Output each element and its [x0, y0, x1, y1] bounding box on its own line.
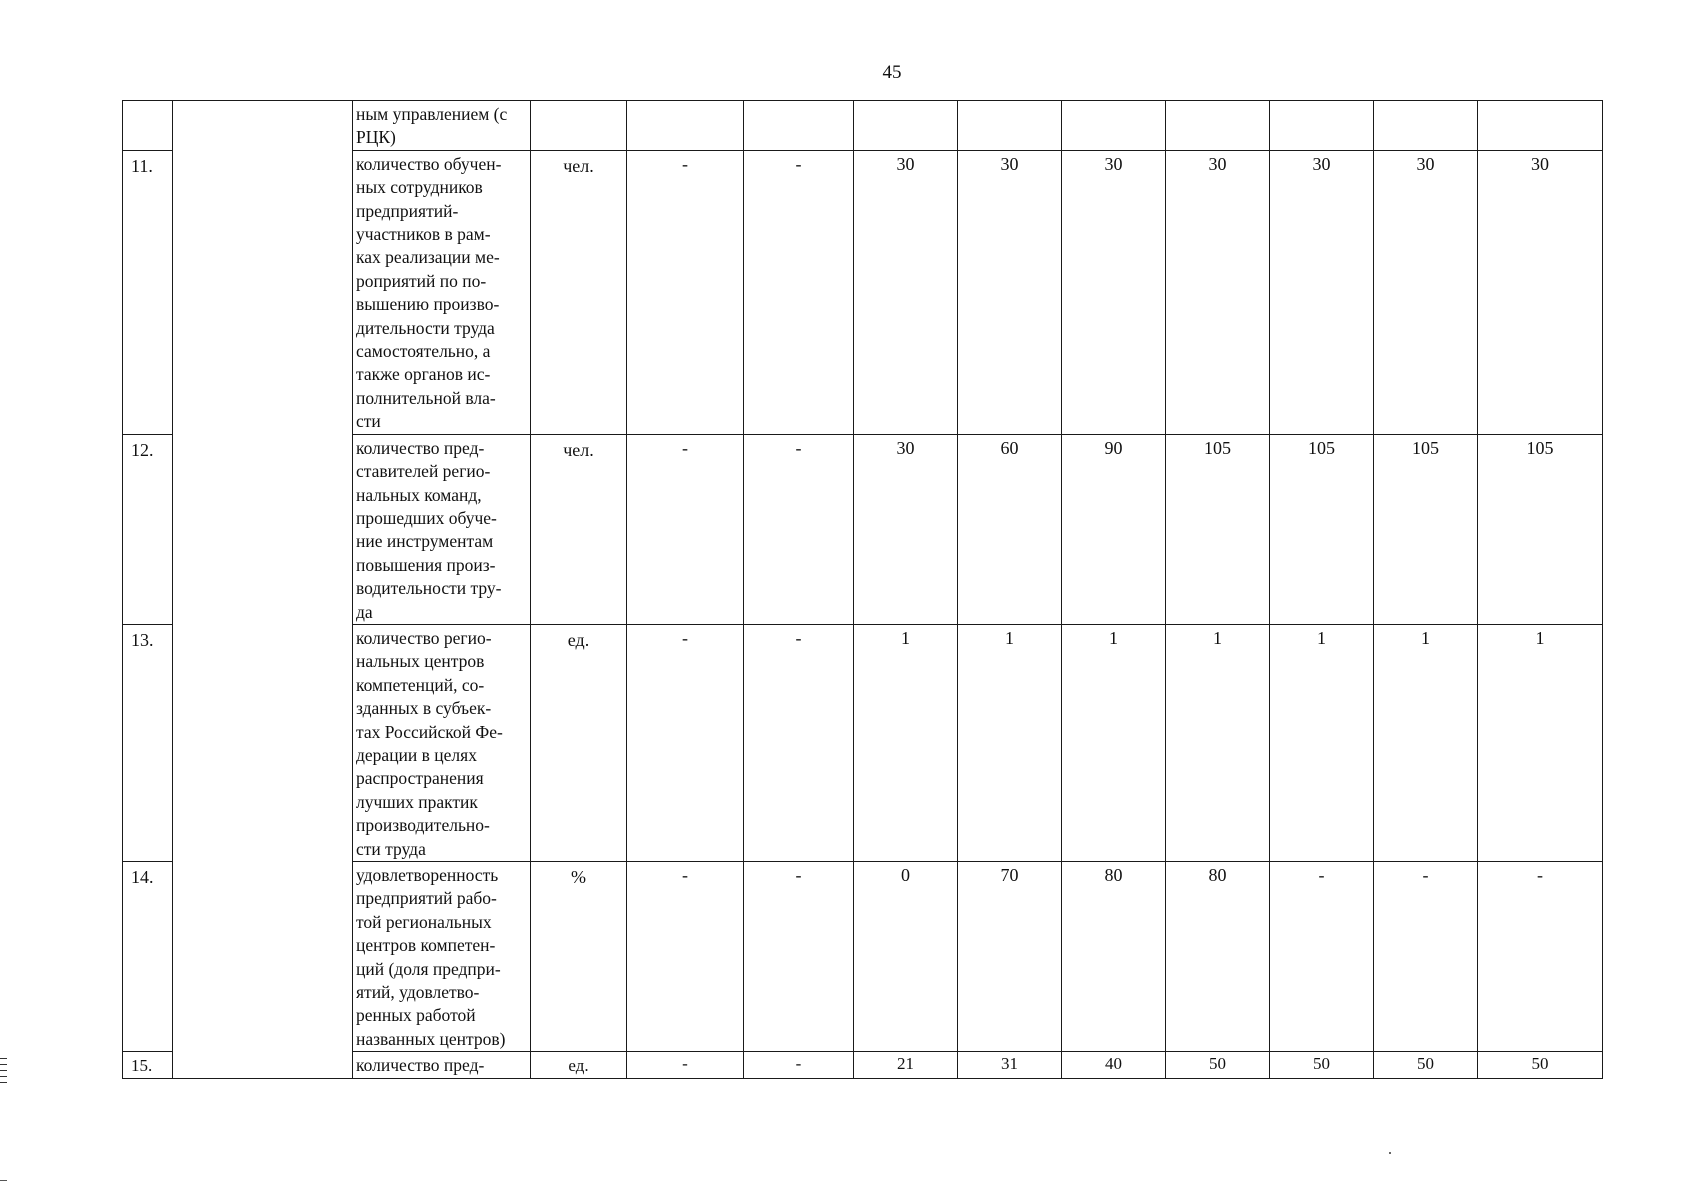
value-cell — [1062, 101, 1166, 151]
value-cell: 50 — [1166, 1052, 1270, 1078]
value-cell: - — [627, 1052, 744, 1078]
description-cell: количество пред- ставителей регио- нальных команд, прошедших обуче- ние инструментам повышения произ- водительности тру- да — [353, 434, 531, 624]
value-cell — [1166, 101, 1270, 151]
value-cell: 105 — [1270, 434, 1374, 624]
value-cell — [958, 101, 1062, 151]
unit-cell: чел. — [531, 434, 627, 624]
value-cell: 70 — [958, 862, 1062, 1052]
value-cell: 50 — [1478, 1052, 1603, 1078]
scan-speck — [1389, 1152, 1391, 1154]
value-cell: 30 — [854, 150, 958, 434]
row-number-cell: 13. — [123, 624, 173, 861]
table-row-continuation — [123, 101, 1603, 151]
value-cell: 0 — [854, 862, 958, 1052]
unit-cell: ед. — [531, 1052, 627, 1078]
indicator-table — [122, 100, 1603, 1079]
description-cell: ным управлением (с РЦК) — [353, 101, 531, 151]
scan-edge-mark — [0, 1180, 7, 1181]
value-cell: 1 — [1374, 624, 1478, 861]
value-cell: - — [744, 1052, 854, 1078]
value-cell: 30 — [1374, 150, 1478, 434]
value-cell: 80 — [1166, 862, 1270, 1052]
value-cell — [1478, 101, 1603, 151]
value-cell: 1 — [1166, 624, 1270, 861]
value-cell: - — [627, 862, 744, 1052]
row-number-cell: 12. — [123, 434, 173, 624]
value-cell: - — [1270, 862, 1374, 1052]
value-cell: 40 — [1062, 1052, 1166, 1078]
row-number-cell: 15. — [123, 1052, 173, 1078]
value-cell: 1 — [854, 624, 958, 861]
merged-empty-column — [173, 101, 353, 1079]
value-cell: 30 — [854, 434, 958, 624]
unit-cell — [531, 101, 627, 151]
value-cell: 105 — [1478, 434, 1603, 624]
value-cell: 21 — [854, 1052, 958, 1078]
value-cell — [744, 101, 854, 151]
description-cell: количество регио- нальных центров компетенций, со- зданных в субъек- тах Российской Фе- дерации в целях распространения лучших практик производительно- сти труда — [353, 624, 531, 861]
row-number-cell: 11. — [123, 150, 173, 434]
value-cell: 30 — [1062, 150, 1166, 434]
scan-edge-marks — [0, 1058, 8, 1088]
value-cell: - — [744, 150, 854, 434]
value-cell: 80 — [1062, 862, 1166, 1052]
unit-cell: ед. — [531, 624, 627, 861]
value-cell: - — [744, 434, 854, 624]
value-cell: 1 — [958, 624, 1062, 861]
value-cell: - — [627, 150, 744, 434]
value-cell: - — [744, 862, 854, 1052]
value-cell: 1 — [1062, 624, 1166, 861]
value-cell: - — [1478, 862, 1603, 1052]
value-cell: 60 — [958, 434, 1062, 624]
value-cell: - — [744, 624, 854, 861]
value-cell — [1270, 101, 1374, 151]
unit-cell: чел. — [531, 150, 627, 434]
description-cell: удовлетворенность предприятий рабо- той региональных центров компетен- ций (доля предпри- ятий, удовлетво- ренных работой названных центров) — [353, 862, 531, 1052]
value-cell: 1 — [1478, 624, 1603, 861]
page-number: 45 — [882, 62, 902, 83]
value-cell — [854, 101, 958, 151]
value-cell: 30 — [958, 150, 1062, 434]
value-cell: 90 — [1062, 434, 1166, 624]
value-cell: - — [627, 434, 744, 624]
value-cell: 105 — [1166, 434, 1270, 624]
row-number-cell — [123, 101, 173, 151]
value-cell — [1374, 101, 1478, 151]
value-cell: 50 — [1270, 1052, 1374, 1078]
unit-cell: % — [531, 862, 627, 1052]
value-cell: 30 — [1166, 150, 1270, 434]
value-cell: 1 — [1270, 624, 1374, 861]
value-cell — [627, 101, 744, 151]
value-cell: 105 — [1374, 434, 1478, 624]
value-cell: 30 — [1270, 150, 1374, 434]
value-cell: 50 — [1374, 1052, 1478, 1078]
value-cell: 30 — [1478, 150, 1603, 434]
description-cell: количество обучен- ных сотрудников предприятий- участников в рам- ках реализации ме- роприятий по по- вышению произво- дительности труда самостоятельно, а также органов ис- полнительной вла- сти — [353, 150, 531, 434]
value-cell: 31 — [958, 1052, 1062, 1078]
value-cell: - — [627, 624, 744, 861]
row-number-cell: 14. — [123, 862, 173, 1052]
value-cell: - — [1374, 862, 1478, 1052]
description-cell: количество пред- — [353, 1052, 531, 1078]
